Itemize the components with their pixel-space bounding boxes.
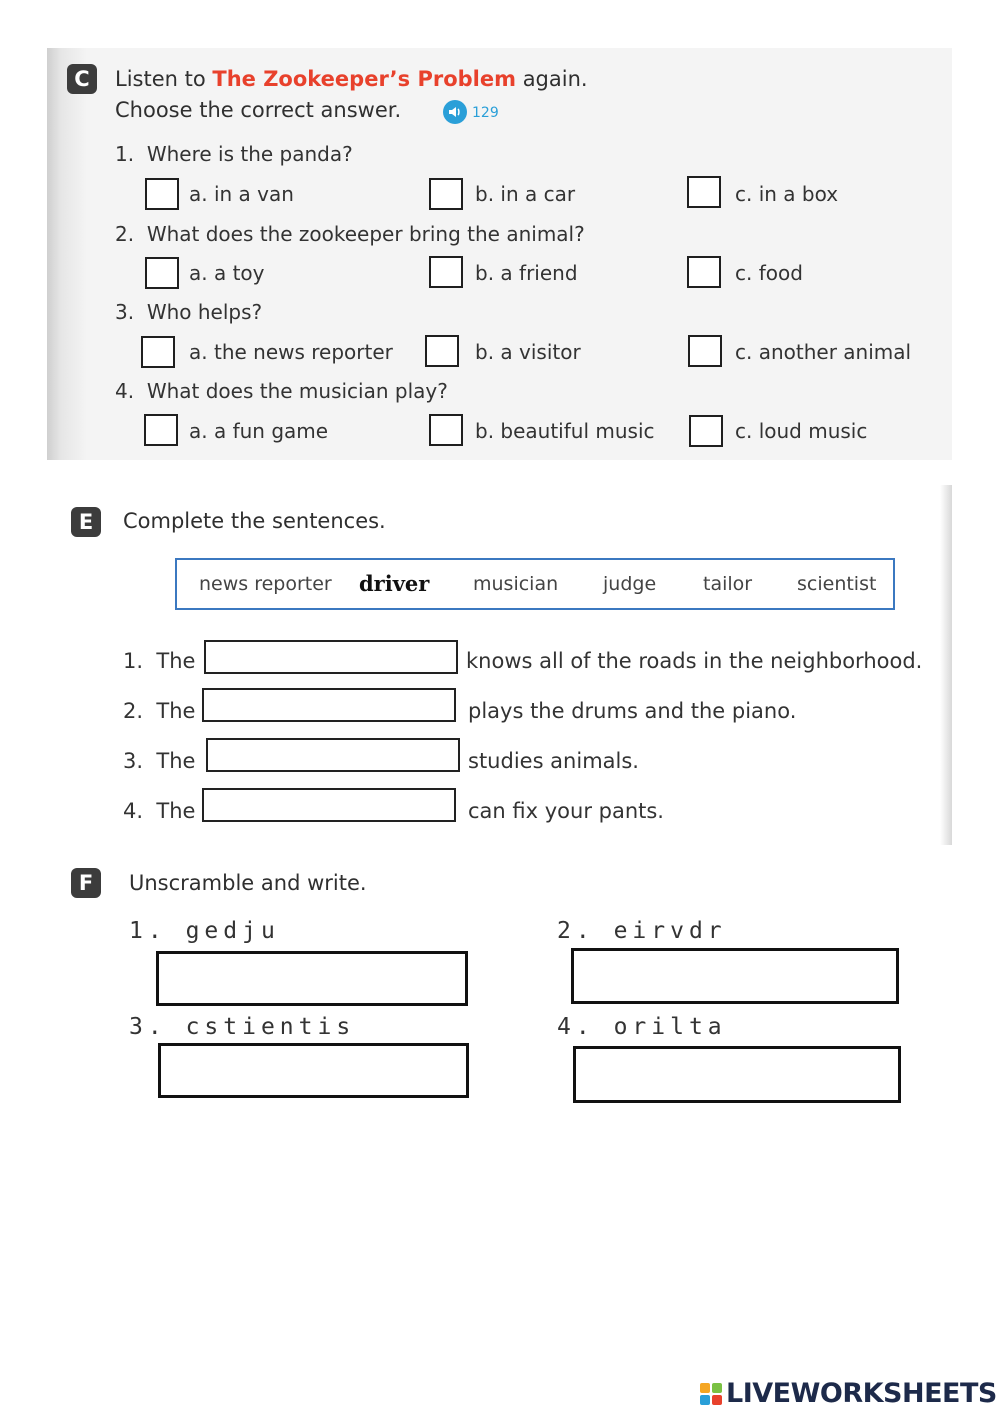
word-bank-item: driver — [359, 571, 430, 596]
q2-option-a-checkbox[interactable] — [145, 257, 179, 289]
sentence-4-suffix: can fix your pants. — [468, 799, 664, 823]
q2-option-c-label: c. food — [735, 261, 803, 285]
question-2: 2. What does the zookeeper bring the animal? — [115, 222, 585, 246]
sentence-3-blank-input[interactable] — [206, 738, 460, 772]
q1-option-a-label: a. in a van — [189, 182, 294, 206]
liveworksheets-logo-icon — [700, 1383, 722, 1405]
q4-option-a-label: a. a fun game — [189, 419, 329, 443]
q4-option-c-label: c. loud music — [735, 419, 868, 443]
audio-play-icon[interactable] — [443, 100, 467, 124]
q3-option-a-label: a. the news reporter — [189, 340, 393, 364]
scramble-3-answer-input[interactable] — [158, 1043, 469, 1098]
q3-option-c-label: c. another animal — [735, 340, 912, 364]
q3-option-c-checkbox[interactable] — [688, 335, 722, 367]
section-e — [47, 485, 952, 845]
scramble-1: 1. gedju — [129, 918, 280, 944]
q3-option-b-checkbox[interactable] — [425, 335, 459, 367]
scramble-3: 3. cstientis — [129, 1014, 356, 1040]
q4-option-b-checkbox[interactable] — [429, 414, 463, 446]
word-bank-item: news reporter — [199, 573, 332, 595]
scramble-4: 4. orilta — [557, 1014, 727, 1040]
sentence-3-suffix: studies animals. — [468, 749, 639, 773]
q1-option-a-checkbox[interactable] — [145, 178, 179, 210]
q1-option-b-checkbox[interactable] — [429, 178, 463, 210]
section-e-badge: E — [71, 507, 101, 537]
scramble-2-answer-input[interactable] — [571, 948, 899, 1004]
section-c-title — [115, 67, 588, 91]
section-c-instruction: Choose the correct answer. — [115, 98, 402, 122]
section-c — [47, 48, 952, 460]
liveworksheets-logo — [700, 1378, 997, 1409]
word-bank-item: musician — [473, 573, 559, 595]
q4-option-b-label: b. beautiful music — [475, 419, 655, 443]
section-c-badge: C — [67, 64, 97, 94]
scramble-1-answer-input[interactable] — [156, 951, 468, 1006]
scramble-4-answer-input[interactable] — [573, 1046, 901, 1103]
sentence-2-blank-input[interactable] — [202, 688, 456, 722]
q2-option-b-checkbox[interactable] — [429, 256, 463, 288]
word-bank-item: judge — [603, 573, 657, 595]
section-f-badge: F — [71, 868, 101, 898]
sentence-4-blank-input[interactable] — [202, 788, 456, 822]
section-e-title: Complete the sentences. — [123, 509, 386, 533]
q2-option-c-checkbox[interactable] — [687, 256, 721, 288]
word-bank-item: scientist — [797, 573, 877, 595]
section-f-title: Unscramble and write. — [129, 871, 367, 895]
word-bank-item: tailor — [703, 573, 753, 595]
question-3: 3. Who helps? — [115, 300, 263, 324]
sentence-1-blank-input[interactable] — [204, 640, 458, 674]
sentence-2-prefix: 2. The — [123, 699, 196, 723]
q2-option-b-label: b. a friend — [475, 261, 578, 285]
q1-option-b-label: b. in a car — [475, 182, 576, 206]
q1-option-c-label: c. in a box — [735, 182, 839, 206]
question-4: 4. What does the musician play? — [115, 379, 448, 403]
q4-option-c-checkbox[interactable] — [689, 415, 723, 447]
question-1: 1. Where is the panda? — [115, 142, 353, 166]
sentence-1-prefix: 1. The — [123, 649, 196, 673]
title-prefix: Listen to — [115, 67, 213, 91]
q2-option-a-label: a. a toy — [189, 261, 265, 285]
q3-option-b-label: b. a visitor — [475, 340, 581, 364]
sentence-1-suffix: knows all of the roads in the neighborhood. — [466, 649, 923, 673]
page-edge-shadow — [940, 485, 952, 845]
q4-option-a-checkbox[interactable] — [144, 414, 178, 446]
word-bank — [175, 558, 895, 610]
scramble-2: 2. eirvdr — [557, 918, 727, 944]
sentence-4-prefix: 4. The — [123, 799, 196, 823]
q3-option-a-checkbox[interactable] — [141, 336, 175, 368]
sentence-3-prefix: 3. The — [123, 749, 196, 773]
story-title: The Zookeeper’s Problem — [212, 67, 517, 91]
liveworksheets-brand: LIVEWORKSHEETS — [726, 1378, 997, 1409]
audio-track-number: 129 — [472, 105, 499, 121]
title-suffix: again. — [516, 67, 588, 91]
sentence-2-suffix: plays the drums and the piano. — [468, 699, 797, 723]
q1-option-c-checkbox[interactable] — [687, 176, 721, 208]
